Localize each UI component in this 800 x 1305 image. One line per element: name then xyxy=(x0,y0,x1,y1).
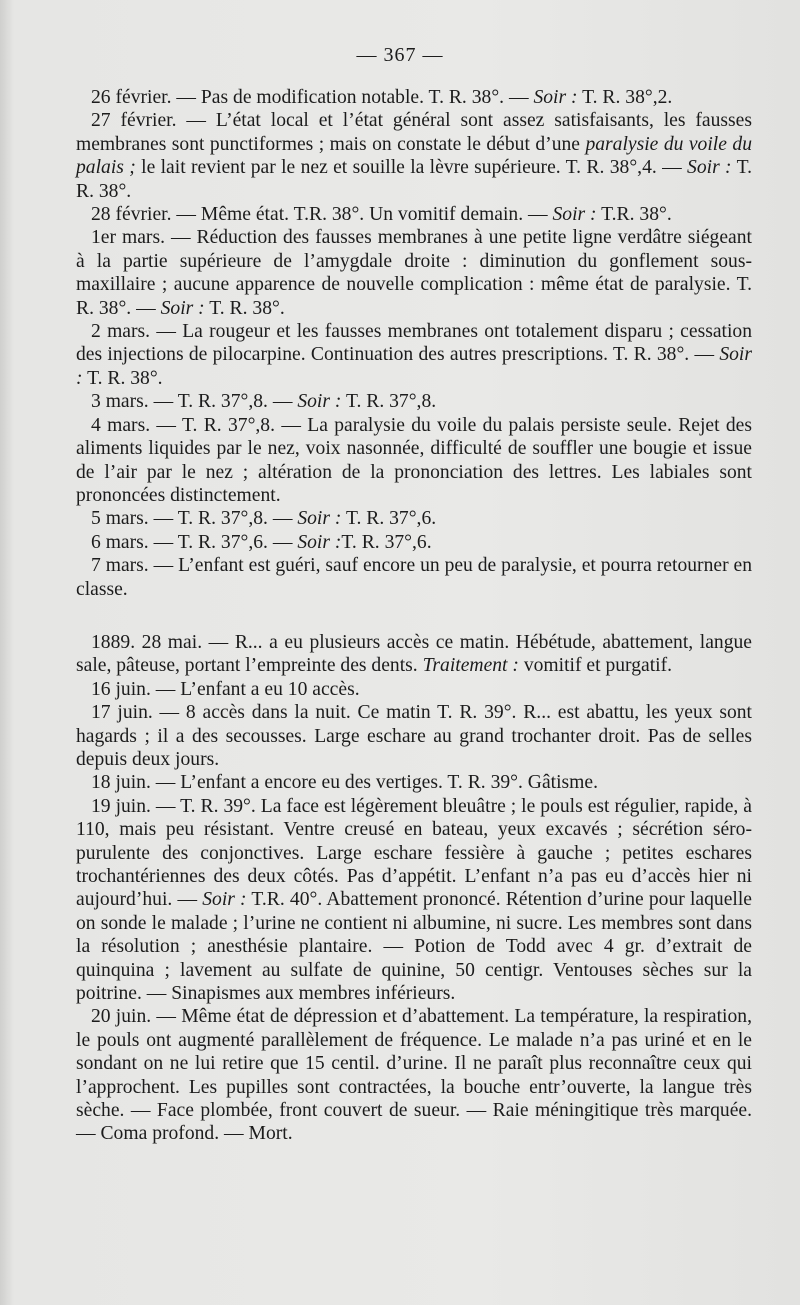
entry-text: 18 juin. — L’enfant a encore eu des vertiges. T. R. 39°. Gâtisme. xyxy=(91,772,598,794)
journal-entry xyxy=(76,771,752,794)
journal-entry xyxy=(76,226,752,320)
entry-text: 3 mars. — T. R. 37°,8. — xyxy=(91,391,298,413)
journal-entry xyxy=(76,507,752,530)
entry-text: T. R. 38°. xyxy=(204,297,285,319)
entry-text: T. R. 37°,8. xyxy=(341,391,437,413)
italic-text: Soir : xyxy=(533,87,578,108)
italic-text: Soir : xyxy=(297,531,342,553)
entry-text: 1889. 28 mai. — R... a eu plusieurs accès ce matin. Hébétude, abattement, langue sale, pâteuse, portant l’empreinte des dents. xyxy=(76,631,752,677)
italic-text: paralysie du voile du palais ; xyxy=(76,133,752,179)
journal-entry xyxy=(76,320,752,390)
body-text xyxy=(76,86,752,1146)
entry-text: 5 mars. — T. R. 37°,8. — xyxy=(91,508,298,530)
entry-text: T. R. 38°,2. xyxy=(577,87,673,108)
entry-text: 7 mars. — L’enfant est guéri, sauf encore un peu de paralysie, et pourra retourner en classe. xyxy=(76,555,752,600)
entry-text: 20 juin. — Même état de dépression et d’abattement. La température, la respiration, le pouls ont augmenté parallèlement de fréquence. Le malade n’a pas uriné et en le sondant on ne lui retire que 15 centil. d’urine. Il ne paraît plus reconnaître ceux qui l’approchent. Les pupilles sont contractées, la bouche entr’ouverte, la langue très sèche. — Face plombée, front couvert de sueur. — Raie méningitique très marquée. — Coma profond. — Mort. xyxy=(76,1006,752,1145)
entry-text: 19 juin. — T. R. 39°. La face est légèrement bleuâtre ; le pouls est régulier, rapide, à 110, mais peu résistant. Ventre creusé en bateau, yeux excavés ; sécrétion séro-purulente des conjonctives. Large eschare fessière à gauche ; petites eschares trochantériennes des deux côtés. Pas d’appétit. L’enfant n’a pas eu d’accès hier ni aujourd’hui. — xyxy=(76,795,752,911)
journal-entry xyxy=(76,554,752,601)
journal-entry xyxy=(76,678,752,701)
entry-text: le lait revient par le nez et souille la lèvre supérieure. T. R. 38°,4. — xyxy=(135,157,688,179)
italic-text: Soir : xyxy=(297,391,342,413)
journal-entry xyxy=(76,86,752,109)
entry-text: T. R. 38°. xyxy=(82,367,163,389)
entry-text: T. R. 38°. xyxy=(76,157,752,202)
journal-entry xyxy=(76,414,752,508)
entry-text: 1er mars. — Réduction des fausses membranes à une petite ligne verdâtre siégeant à la partie supérieure de l’amygdale droite : diminution du gonflement sous-maxillaire ; aucune apparence de nouvelle complication : même état de paralysie. T. R. 38°. — xyxy=(76,227,752,319)
italic-text: Soir : xyxy=(297,508,342,530)
italic-text: Soir : xyxy=(160,297,205,319)
journal-entry xyxy=(76,203,752,226)
entry-text: 17 juin. — 8 accès dans la nuit. Ce matin T. R. 39°. R... est abattu, les yeux sont hagards ; il a des secousses. Large eschare au grand trochanter droit. Pas de selles depuis deux jours. xyxy=(76,702,752,770)
entry-text: 28 février. — Même état. T.R. 38°. Un vomitif demain. — xyxy=(91,204,553,226)
journal-entry xyxy=(76,531,752,554)
journal-entry xyxy=(76,701,752,771)
entry-text: 6 mars. — T. R. 37°,6. — xyxy=(91,531,298,553)
entry-text: 26 février. — Pas de modification notable. T. R. 38°. — xyxy=(91,87,534,108)
italic-text: Soir : xyxy=(552,204,597,226)
entry-text: vomitif et purgatif. xyxy=(518,655,673,677)
journal-entry xyxy=(76,631,752,678)
journal-entry xyxy=(76,390,752,413)
italic-text: Traitement : xyxy=(422,655,519,677)
entry-text: 4 mars. — T. R. 37°,8. — La paralysie du voile du palais persiste seule. Rejet des aliments liquides par le nez, voix nasonnée, difficulté de souffler une bougie et issue de l’air par le nez ; altération de la prononciation des lettres. Les labiales sont prononcées distinctement. xyxy=(76,414,752,506)
page-number: — 367 — xyxy=(356,44,444,66)
journal-entry xyxy=(76,1005,752,1145)
entry-text: T.R. 38°. xyxy=(596,204,672,226)
italic-text: Soir : xyxy=(76,344,752,389)
italic-text: Soir : xyxy=(202,889,247,911)
entry-text: T.R. 40°. Abattement prononcé. Rétention d’urine pour laquelle on sonde le malade ; l’urine ne contient ni albumine, ni sucre. Les membres sont dans la résolution ; anesthésie plantaire. — Potion de Todd avec 4 gr. d’extrait de quinquina ; lavement au sulfate de quinine, 50 centigr. Ventouses sèches sur la poitrine. — Sinapismes aux membres inférieurs. xyxy=(76,889,752,1005)
entry-text: 16 juin. — L’enfant a eu 10 accès. xyxy=(91,678,360,700)
entry-text: T. R. 37°,6. xyxy=(341,531,432,553)
italic-text: Soir : xyxy=(687,157,732,179)
entry-text: 2 mars. — La rougeur et les fausses membranes ont totalement disparu ; cessation des injections de pilocarpine. Continuation des autres prescriptions. T. R. 38°. — xyxy=(76,321,752,366)
entry-text: 27 février. — L’état local et l’état général sont assez satisfaisants, les fausses membranes sont punctiformes ; mais on constate le début d’une xyxy=(76,110,752,155)
entry-text: T. R. 37°,6. xyxy=(341,508,437,530)
journal-entry xyxy=(76,795,752,1006)
section-gap xyxy=(76,601,752,631)
journal-entry xyxy=(76,109,752,203)
